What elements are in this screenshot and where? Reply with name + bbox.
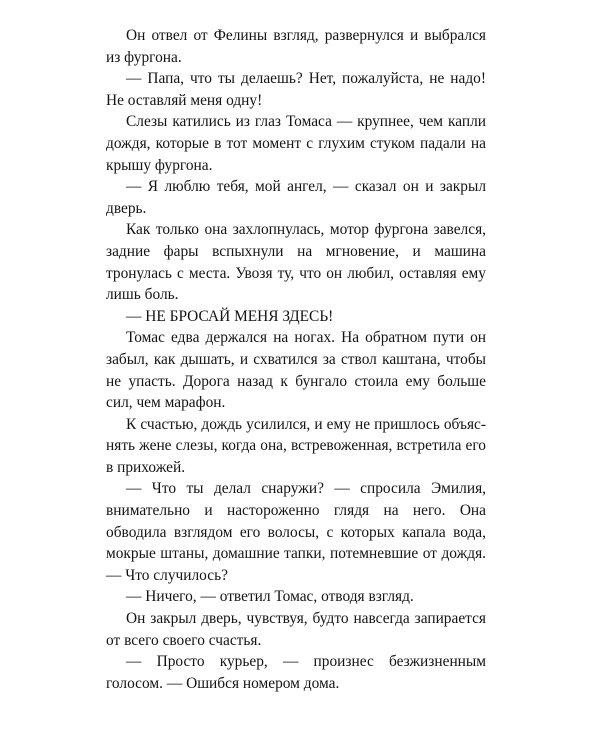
paragraph: — Я люблю тебя, мой ангел, — сказал он и закрыл дверь. — [106, 178, 486, 217]
paragraph: Слезы катились из глаз Томаса — крупнее, чем капли дождя, которые в тот момент с глухим стуком падали на крышу фургона. — [106, 113, 486, 174]
paragraph: Он отвел от Фелины взгляд, развернулся и выбрался из фургона. — [106, 27, 486, 66]
paragraph: Он закрыл дверь, чувствуя, будто навсегда запирается от всего своего счастья. — [106, 610, 486, 649]
paragraph: — Просто курьер, — произнес безжизненным голосом. — Ошибся номером дома. — [106, 653, 486, 692]
text-block — [106, 25, 486, 694]
paragraph: — Ничего, — ответил Томас, отводя взгляд. — [126, 588, 414, 606]
paragraph: Томас едва держался на ногах. На обратном пути он забыл, как дышать, и схватился за ствол каштана, чтобы не упасть. Дорога назад к бунгало стоила ему больше сил, чем марафон. — [106, 329, 486, 412]
paragraph: — Папа, что ты делаешь? Нет, пожалуйста, не надо! Не оставляй меня одну! — [106, 70, 486, 109]
paragraph: Как только она захлопнулась, мотор фургона завелся, задние фары вспыхнули на мгновение, и машина тронулась с места. Увозя ту, что он любил, оставляя ему лишь боль. — [106, 221, 486, 304]
paragraph: — НЕ БРОСАЙ МЕНЯ ЗДЕСЬ! — [126, 307, 334, 325]
paragraph: — Что ты делал снаружи? — спросила Эмилия, внимательно и настороженно глядя на него. Она обводила взглядом его волосы, с которых капала вода, мокрые штаны, домашние тапки, потемневшие от дождя. — Что случилось? — [106, 480, 486, 584]
paragraph: К счастью, дождь усилился, и ему не пришлось объяснять жене слезы, когда она, встревоженная, встретила его в прихожей. — [106, 415, 486, 476]
